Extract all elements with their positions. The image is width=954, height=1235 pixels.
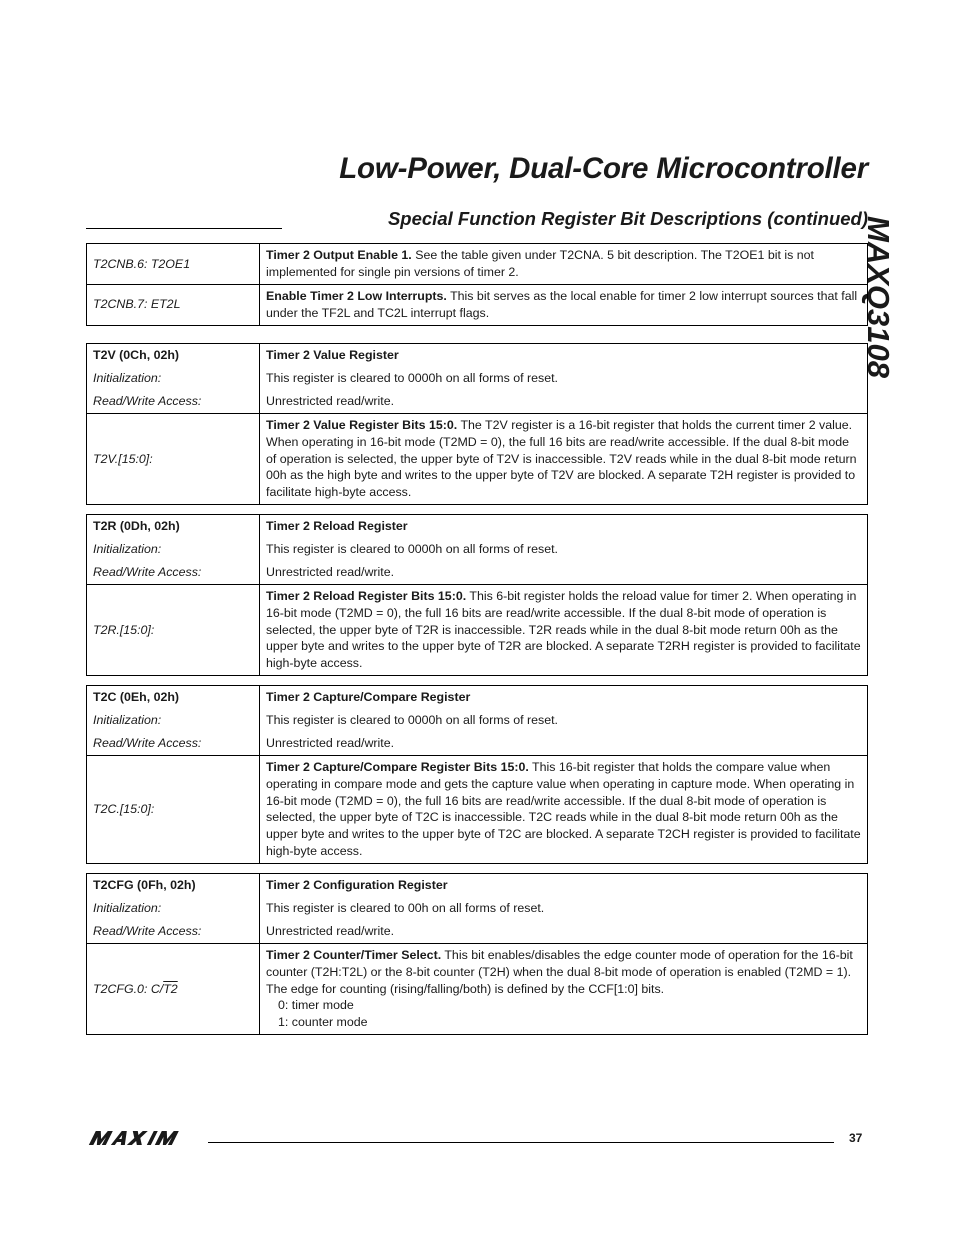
init-value: This register is cleared to 0000h on all forms of reset. bbox=[260, 367, 868, 390]
rw-value: Unrestricted read/write. bbox=[260, 732, 868, 755]
init-value: This register is cleared to 0000h on all forms of reset. bbox=[260, 538, 868, 561]
table-row bbox=[87, 538, 868, 561]
bits-description: Timer 2 Capture/Compare Register Bits 15:0. This 16-bit register that holds the compare value when operating in compare mode and gets the capture value when operating in capture mode. When operating in 16-bit mode (T2MD = 0), the full 16 bits are read/write accessible. If the dual 8-bit mode of operation is selected, the upper byte of T2C is inaccessible. T2C reads while in the dual 8-bit mode return 00h as the upper byte and writes to the upper byte of T2C are blocked. A separate T2CH register is provided to facilitate high-byte access. bbox=[260, 755, 868, 863]
register-title: Timer 2 Reload Register bbox=[260, 515, 868, 538]
section-rule bbox=[86, 228, 282, 229]
footer-rule bbox=[208, 1142, 834, 1143]
init-label: Initialization: bbox=[87, 538, 260, 561]
register-title: Timer 2 Capture/Compare Register bbox=[260, 686, 868, 709]
init-label: Initialization: bbox=[87, 367, 260, 390]
table-row bbox=[87, 515, 868, 538]
init-value: This register is cleared to 00h on all forms of reset. bbox=[260, 897, 868, 920]
register-name: T2V (0Ch, 02h) bbox=[87, 344, 260, 367]
table-row bbox=[87, 920, 868, 943]
rw-label: Read/Write Access: bbox=[87, 561, 260, 584]
maxim-logo bbox=[88, 1130, 198, 1146]
table-row bbox=[87, 413, 868, 505]
register-name: T2CFG (0Fh, 02h) bbox=[87, 874, 260, 897]
rw-value: Unrestricted read/write. bbox=[260, 561, 868, 584]
bits-description: Timer 2 Counter/Timer Select. This bit enables/disables the edge counter mode of operation for the 16-bit counter (T2H:T2L) or the 8-bit counter (T2H) when the dual 8-bit mode of operation is enabled (T2MD = 1). The edge for counting (rising/falling/both) is defined by the CCF[1:0] bits. 0: timer mode 1: counter mode bbox=[260, 943, 868, 1035]
table-row bbox=[87, 367, 868, 390]
bits-description: Timer 2 Reload Register Bits 15:0. This 6-bit register holds the reload value for timer 2. When operating in 16-bit mode (T2MD = 0), the full 16 bits are read/write accessible. If the dual 8-bit mode of operation is selected, the upper byte of T2R is inaccessible. T2R reads while in the dual 8-bit mode return 00h as the upper byte and writes to the upper byte of T2R are blocked. A separate T2RH register is provided to facilitate high-byte access. bbox=[260, 584, 868, 676]
t2v-register-table bbox=[86, 343, 868, 505]
t2r-register-table bbox=[86, 514, 868, 676]
rw-label: Read/Write Access: bbox=[87, 390, 260, 413]
init-label: Initialization: bbox=[87, 709, 260, 732]
t2c-register-table bbox=[86, 685, 868, 864]
table-row bbox=[87, 344, 868, 367]
register-title: Timer 2 Configuration Register bbox=[260, 874, 868, 897]
table-row bbox=[87, 584, 868, 676]
init-label: Initialization: bbox=[87, 897, 260, 920]
option-item: 0: timer mode bbox=[278, 998, 354, 1013]
rw-label: Read/Write Access: bbox=[87, 920, 260, 943]
t2cnb-bits-table bbox=[86, 243, 868, 326]
bits-label: T2CFG.0: C/T2 bbox=[87, 943, 260, 1035]
table-row bbox=[87, 874, 868, 897]
part-number-sidebar: MAXQ3108 bbox=[861, 216, 896, 378]
table-row bbox=[87, 732, 868, 755]
bit-label: T2CNB.6: T2OE1 bbox=[87, 244, 260, 285]
bit-description: Timer 2 Output Enable 1. See the table given under T2CNA. 5 bit description. The T2OE1 bit is not implemented for single pin versions of timer 2. bbox=[260, 244, 868, 285]
register-title: Timer 2 Value Register bbox=[260, 344, 868, 367]
page-number: 37 bbox=[849, 1131, 863, 1145]
bits-description: Timer 2 Value Register Bits 15:0. The T2V register is a 16-bit register that holds the current timer 2 value. When operating in 16-bit mode (T2MD = 0), the full 16 bits are read/write accessible. If the dual 8-bit mode of operation is selected, the upper byte of T2V is inaccessible. T2V reads while in the dual 8-bit mode return 00h as the high byte and writes to the upper byte of T2V are blocked. A separate T2H register is provided to facilitate high-byte access. bbox=[260, 413, 868, 505]
table-row bbox=[87, 686, 868, 709]
bit-label: T2CNB.7: ET2L bbox=[87, 285, 260, 326]
register-name: T2R (0Dh, 02h) bbox=[87, 515, 260, 538]
table-row bbox=[87, 943, 868, 1035]
table-row bbox=[87, 285, 868, 326]
bits-label: T2R.[15:0]: bbox=[87, 584, 260, 676]
table-row bbox=[87, 390, 868, 413]
rw-value: Unrestricted read/write. bbox=[260, 920, 868, 943]
bits-label: T2C.[15:0]: bbox=[87, 755, 260, 863]
overline-text: T2 bbox=[163, 981, 178, 996]
table-row bbox=[87, 897, 868, 920]
register-name: T2C (0Eh, 02h) bbox=[87, 686, 260, 709]
table-row bbox=[87, 709, 868, 732]
bits-label: T2V.[15:0]: bbox=[87, 413, 260, 505]
rw-label: Read/Write Access: bbox=[87, 732, 260, 755]
page-title: Low-Power, Dual-Core Microcontroller bbox=[339, 152, 868, 185]
rw-value: Unrestricted read/write. bbox=[260, 390, 868, 413]
table-row bbox=[87, 755, 868, 863]
option-item: 1: counter mode bbox=[278, 1015, 368, 1030]
t2cfg-register-table bbox=[86, 873, 868, 1035]
table-row bbox=[87, 561, 868, 584]
bit-description: Enable Timer 2 Low Interrupts. This bit serves as the local enable for timer 2 low interrupt sources that fall under the TF2L and TC2L interrupt flags. bbox=[260, 285, 868, 326]
table-row bbox=[87, 244, 868, 285]
section-heading: Special Function Register Bit Descriptions (continued) bbox=[387, 208, 868, 229]
init-value: This register is cleared to 0000h on all forms of reset. bbox=[260, 709, 868, 732]
